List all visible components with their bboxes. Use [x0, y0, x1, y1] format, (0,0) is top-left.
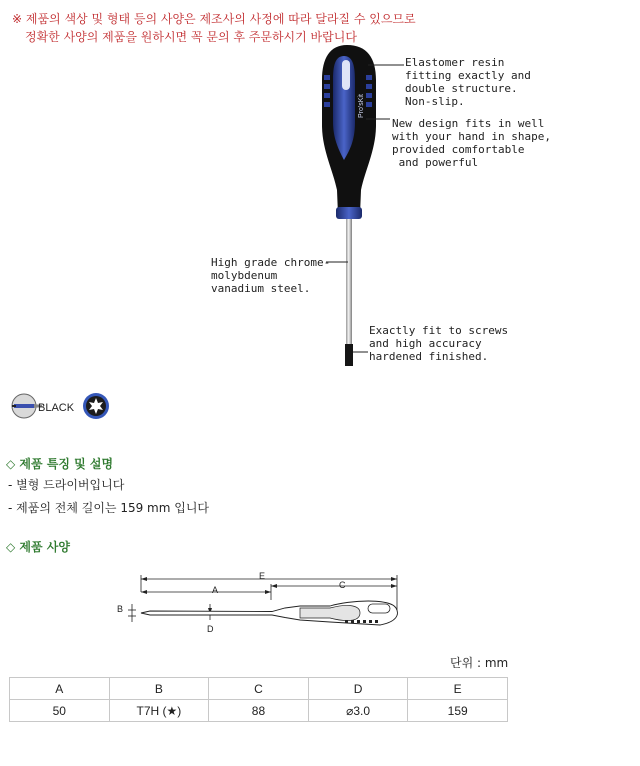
spec-table: [9, 677, 508, 722]
handle-collar: [336, 207, 362, 219]
spec-value-a: 50: [10, 700, 110, 722]
dim-label-a: A: [212, 585, 219, 595]
spec-header-e: E: [408, 678, 508, 700]
callout-steel: High grade chrome- molybdenum vanadium steel.: [211, 256, 331, 295]
dim-label-b: B: [117, 604, 124, 614]
features-title: ◇ 제품 특징 및 설명: [6, 457, 114, 471]
feature-item-2: - 제품의 전체 길이는 159 mm 입니다: [8, 501, 210, 515]
callout-grip: Elastomer resin fitting exactly and double structure. Non-slip.: [405, 56, 531, 108]
handle-slot: [342, 60, 350, 90]
dim-label-c: C: [339, 580, 346, 590]
spec-header-row: [10, 678, 508, 700]
spec-header-b: B: [109, 678, 209, 700]
dim-label-e: E: [259, 571, 266, 581]
spec-title: ◇ 제품 사양: [6, 540, 70, 554]
spec-header-a: A: [10, 678, 110, 700]
handle-logo: Pro'sKit: [358, 94, 365, 118]
notice-line-1: ※ 제품의 색상 및 형태 등의 사양은 제조사의 사정에 따라 달라질 수 있으므로: [12, 12, 416, 26]
dimension-drawing: [0, 570, 640, 650]
callout-design: New design fits in well with your hand in shape, provided comfortable and powerful: [392, 117, 551, 169]
torx-star-icon: [82, 392, 110, 424]
spec-value-d: ⌀3.0: [308, 700, 408, 722]
tip: [345, 344, 353, 366]
spec-value-e: 159: [408, 700, 508, 722]
feature-item-1: - 별형 드라이버입니다: [8, 478, 125, 492]
callout-tip: Exactly fit to screws and high accuracy hardened finished.: [369, 324, 509, 363]
spec-value-row: [10, 700, 508, 722]
spec-value-b: T7H (★): [109, 700, 209, 722]
icon-strip: [10, 394, 110, 422]
dim-label-d: D: [207, 624, 214, 634]
shaft: [346, 219, 352, 347]
screwdriver-image: [0, 0, 640, 380]
color-label: BLACK: [38, 402, 75, 414]
spec-value-c: 88: [209, 700, 309, 722]
spec-header-c: C: [209, 678, 309, 700]
spec-header-d: D: [308, 678, 408, 700]
unit-label: 단위 : mm: [450, 656, 509, 670]
notice-line-2: 정확한 사양의 제품을 원하시면 꼭 문의 후 주문하시기 바랍니다: [25, 30, 357, 44]
